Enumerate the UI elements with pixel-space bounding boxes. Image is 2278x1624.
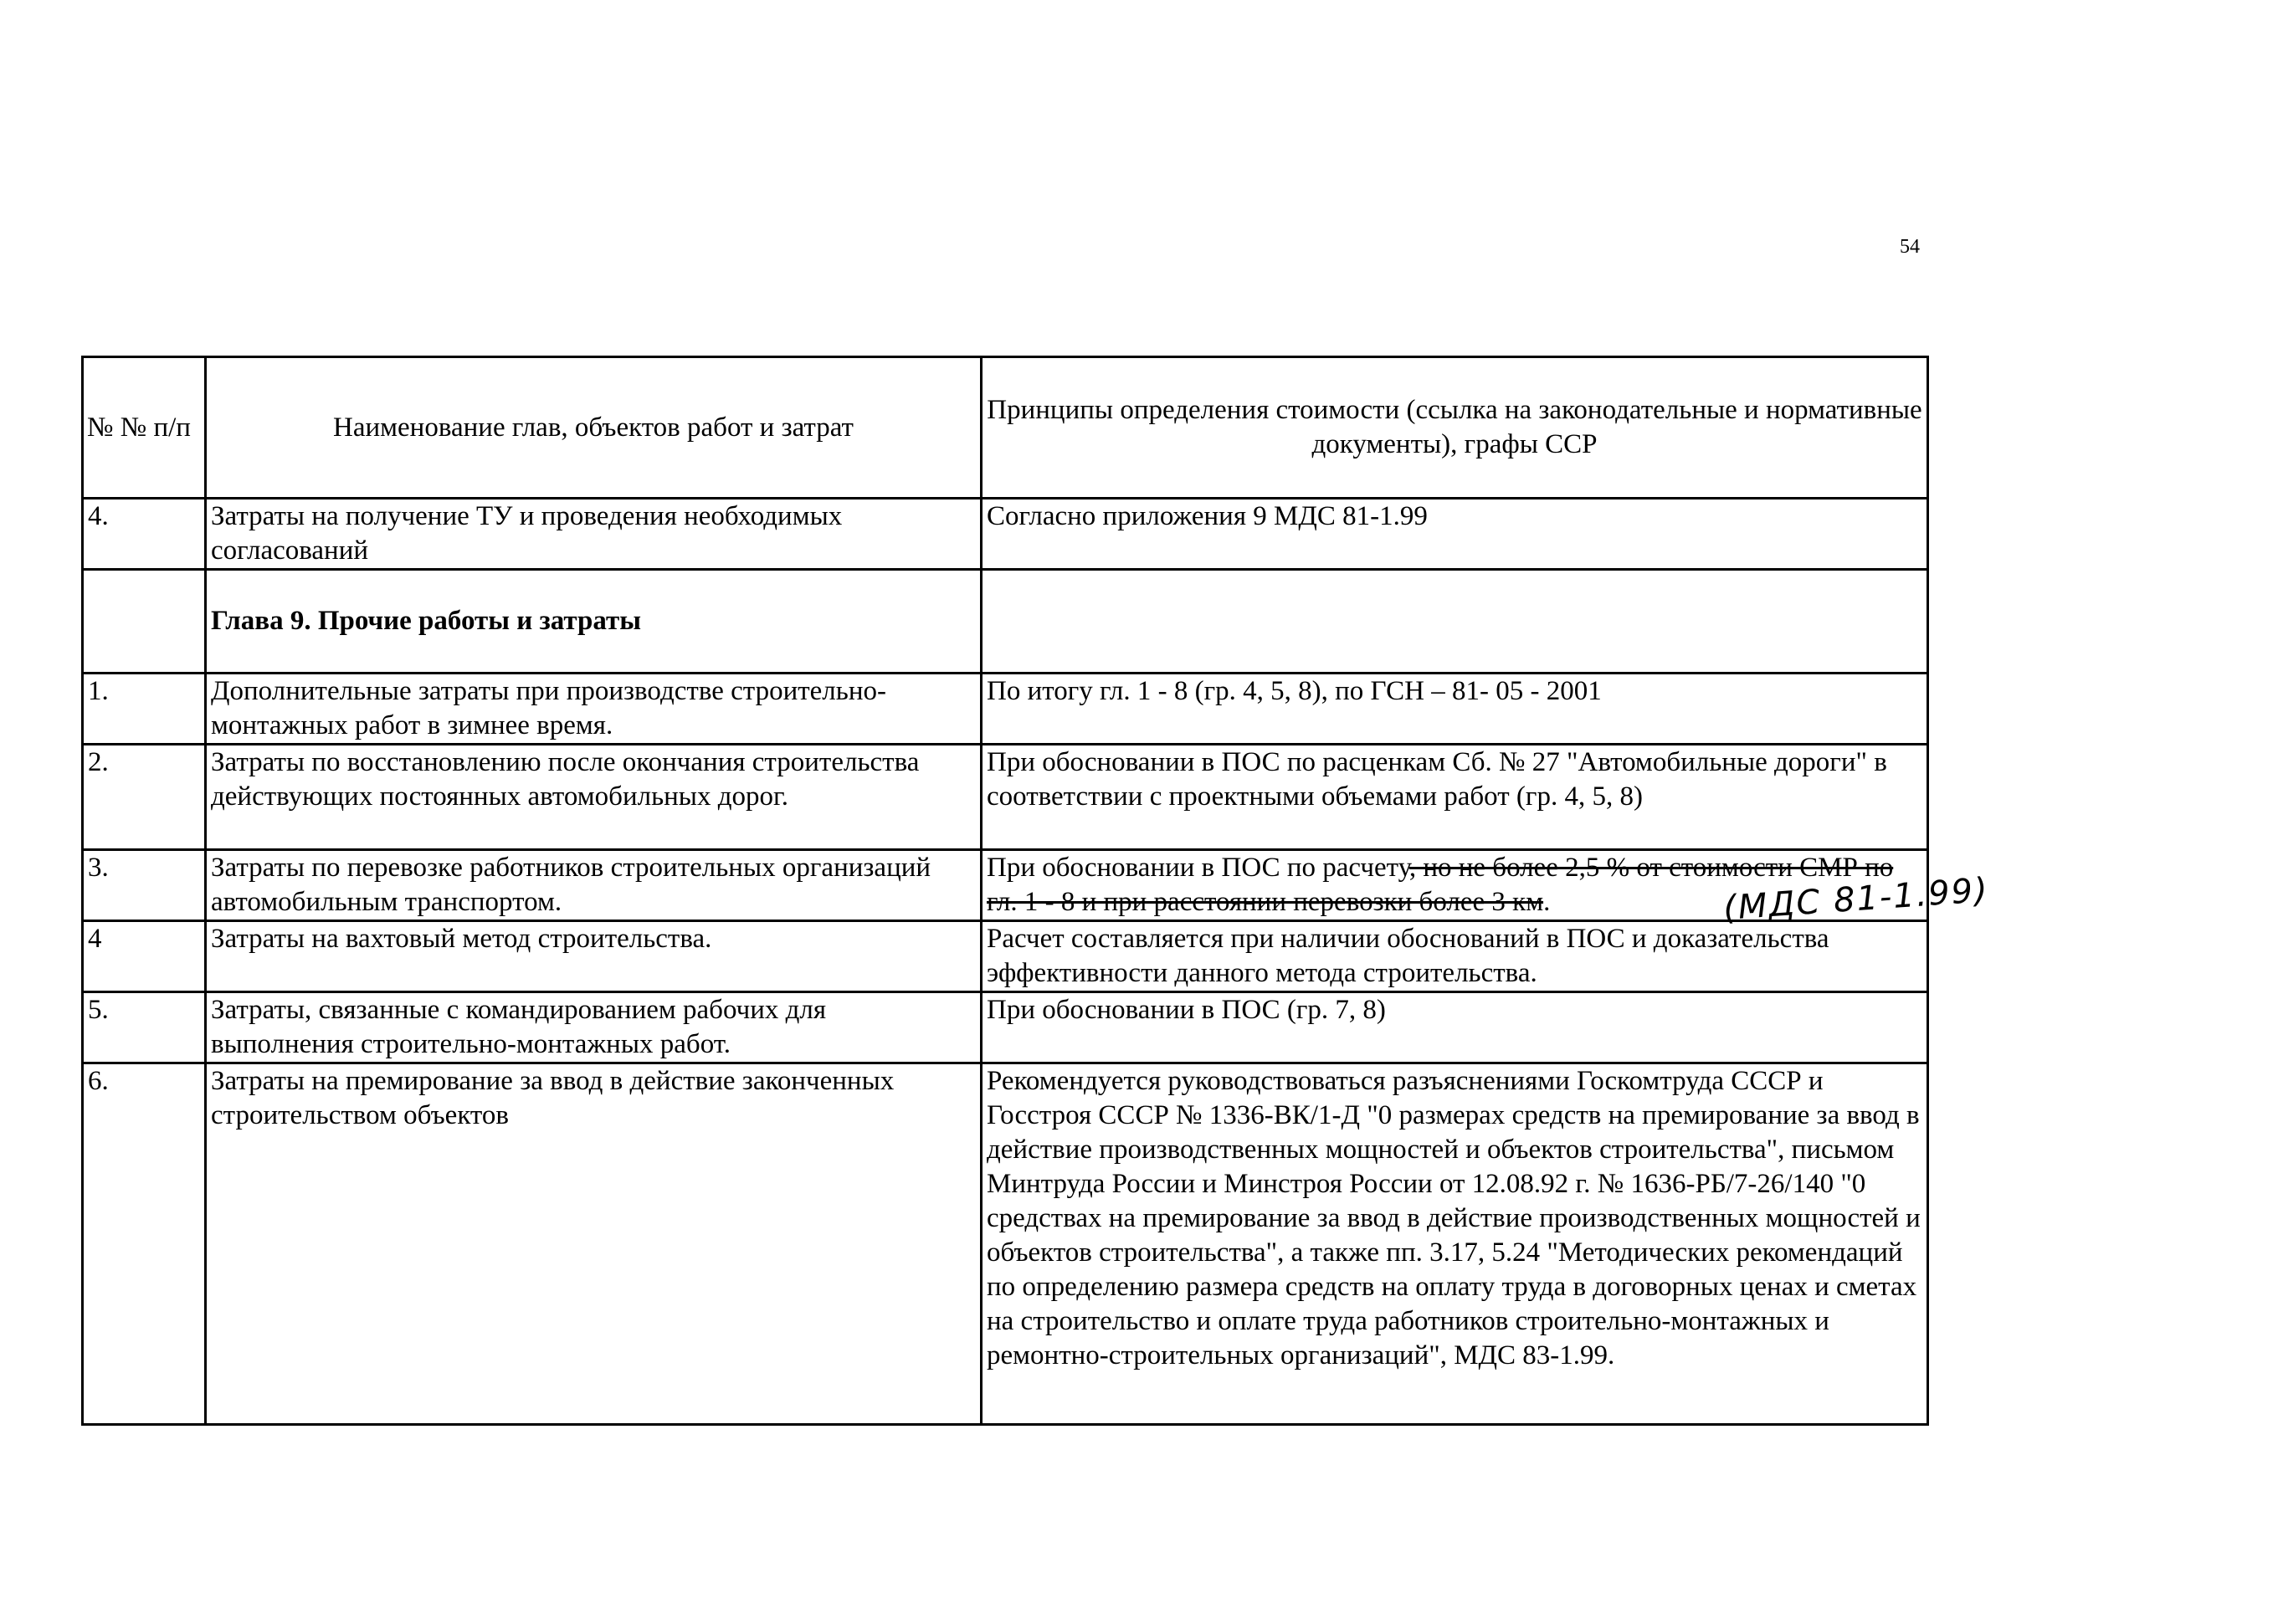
row-num: 6. [83, 1063, 206, 1425]
table-row [83, 921, 1928, 992]
row-principle [982, 850, 1991, 929]
row-num: 3. [83, 850, 206, 921]
row-name: Затраты по восстановлению после окончания строительства действующих постоянных автомобильных дорог. [206, 745, 982, 850]
row-num: 2. [83, 745, 206, 850]
page-number: 54 [1900, 236, 1920, 258]
row-num-empty [83, 570, 206, 674]
header-name: Наименование глав, объектов работ и затрат [206, 357, 982, 499]
row-num: 1. [83, 674, 206, 745]
table-row [83, 674, 1928, 745]
row-principle: При обосновании в ПОС по расценкам Сб. № 27 "Автомобильные дороги" в соответствии с проектными объемами работ (гр. 4, 5, 8) [982, 745, 1928, 850]
header-principle: Принципы определения стоимости (ссылка на законодательные и нормативные документы), графы ССР [982, 357, 1928, 499]
table-row [83, 850, 1928, 921]
row-name: Затраты по перевозке работников строительных организаций автомобильным транспортом. [206, 850, 982, 921]
table-row [83, 1063, 1928, 1425]
row-principle: Согласно приложения 9 МДС 81-1.99 [982, 499, 1928, 570]
chapter-row [83, 570, 1928, 674]
row-num: 5. [83, 992, 206, 1063]
principle-text: При обосновании в ПОС по расчету [987, 853, 1409, 883]
row-principle-empty [982, 570, 1928, 674]
row-principle: При обосновании в ПОС (гр. 7, 8) [982, 992, 1928, 1063]
row-num: 4 [83, 921, 206, 992]
table-row [83, 745, 1928, 850]
row-num: 4. [83, 499, 206, 570]
row-name: Затраты на премирование за ввод в действие законченных строительством объектов [206, 1063, 982, 1425]
struck-text: , но не более 2,5 % от стоимости СМР по гл. 1 - 8 и при расстоянии перевозки более 3 км [987, 853, 1894, 917]
table-row [83, 992, 1928, 1063]
principle-end: . [1543, 887, 1551, 917]
cost-principles-table [81, 356, 1991, 1426]
chapter-title: Глава 9. Прочие работы и затраты [211, 606, 642, 636]
row-name: Затраты, связанные с командированием рабочих для выполнения строительно-монтажных работ. [206, 992, 982, 1063]
row-name: Затраты на вахтовый метод строительства. [206, 921, 982, 992]
handwritten-note: (МДС 81-1.99) [1721, 870, 1991, 929]
row-principle: По итогу гл. 1 - 8 (гр. 4, 5, 8), по ГСН – 81- 05 - 2001 [982, 674, 1928, 745]
row-principle: Рекомендуется руководствоваться разъяснениями Госкомтруда СССР и Госстроя СССР № 1336-ВК/1-Д "0 размерах средств на премирование за ввод в действие производственных мощностей и объектов строительства", письмом Минтруда России и Минстроя России от 12.08.92 г. № 1636-РБ/7-26/140 "0 средствах на премирование за ввод в действие производственных мощностей и объектов строительства", а также пп. 3.17, 5.24 "Методических рекомендаций по определению размера средств на оплату труда в договорных ценах и сметах на строительство и оплате труда работников строительно-монтажных и ремонтно-строительных организаций", МДС 83-1.99. [982, 1063, 1928, 1425]
row-name: Затраты на получение ТУ и проведения необходимых согласований [206, 499, 982, 570]
chapter-cell [206, 570, 982, 674]
row-name: Дополнительные затраты при производстве строительно-монтажных работ в зимнее время. [206, 674, 982, 745]
table-row [83, 499, 1928, 570]
table-header-row [83, 357, 1928, 499]
header-num: № № п/п [83, 357, 206, 499]
row-principle: Расчет составляется при наличии обоснований в ПОС и доказательства эффективности данного метода строительства. [982, 921, 1928, 992]
